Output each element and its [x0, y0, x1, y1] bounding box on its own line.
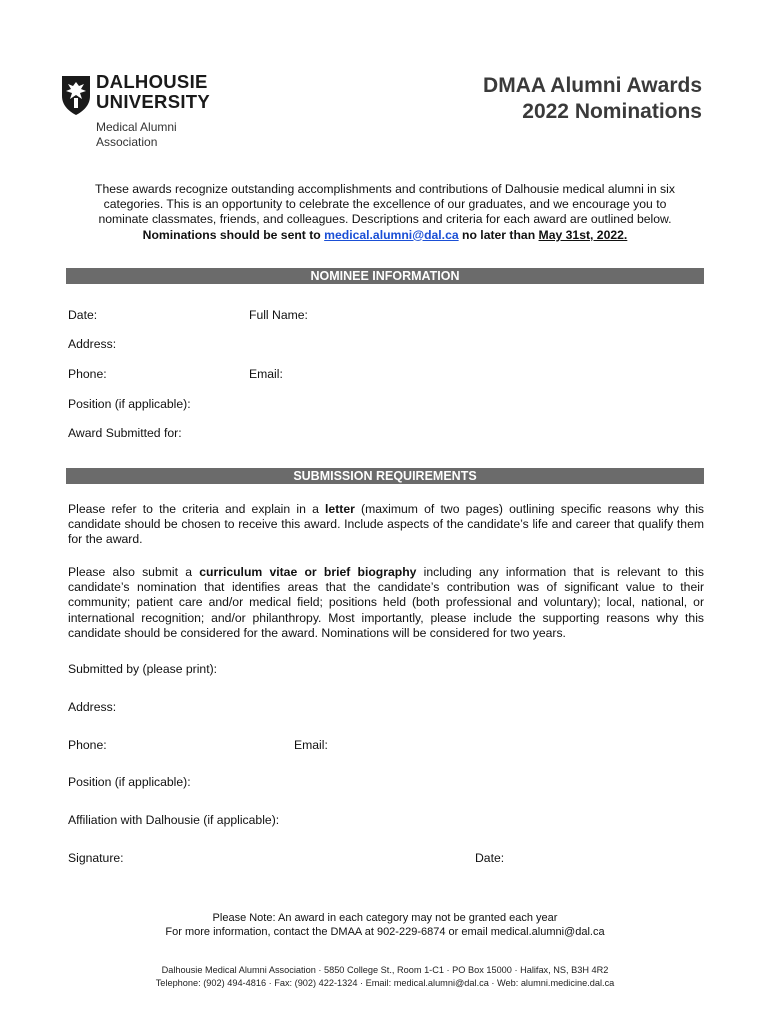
dalhousie-logo: [60, 72, 240, 152]
logo-line-1: DALHOUSIE: [96, 71, 208, 92]
affiliation-label: Affiliation with Dalhousie (if applicable):: [68, 813, 280, 827]
submission-heading: SUBMISSION REQUIREMENTS: [66, 468, 704, 484]
submission-paragraph-1: [68, 502, 704, 548]
nominee-date-label: Date:: [68, 308, 98, 322]
p2-text-a: Please also submit a: [68, 565, 200, 579]
signature-label: Signature:: [68, 851, 124, 865]
nominee-fullname-label: Full Name:: [249, 308, 308, 322]
p1-text-a: Please refer to the criteria and explain in a: [68, 502, 326, 516]
submitter-address-label: Address:: [68, 700, 117, 714]
title-line-2: 2022 Nominations: [522, 100, 702, 123]
nominee-heading: NOMINEE INFORMATION: [66, 268, 704, 284]
nominee-address-label: Address:: [68, 337, 117, 351]
p2-text-b: including any information that is relevant to this candidate’s nomination that identifies areas that the candidate’s contribution was of significant value to their community; patient care and/or medical field; positions held (both professional and voluntary); local, national, or international recognition; and/or philanthropy. Most importantly, please include the supporting reasons why this candidate should be considered for the award. Nominations will be considered for two years.: [68, 565, 704, 640]
email-link[interactable]: medical.alumni@dal.ca: [324, 227, 459, 242]
assoc-line-1: Medical Alumni: [96, 120, 177, 134]
note-line-1: Please Note: An award in each category may not be granted each year: [212, 912, 558, 924]
intro-paragraph: [78, 182, 692, 243]
assoc-line-2: Association: [96, 135, 158, 149]
nominee-email-label: Email:: [249, 367, 283, 381]
intro-text: These awards recognize outstanding accomplishments and contributions of Dalhousie medical alumni in six categories. This is an opportunity to celebrate the excellence of our graduates, and we encourage you to nominate classmates, friends, and colleagues. Descriptions and criteria for each award are outlined below.: [95, 182, 675, 227]
submitted-by-label: Submitted by (please print):: [68, 662, 218, 676]
footer-line-2: Telephone: (902) 494-4816 · Fax: (902) 422-1324 · Email: medical.alumni@dal.ca · Web: alumni.medicine.dal.ca: [155, 977, 615, 988]
p1-bold: letter: [325, 502, 355, 516]
submission-paragraph-2: [68, 565, 704, 641]
page-title: [483, 73, 702, 125]
deadline: May 31st, 2022.: [538, 227, 628, 242]
sent-prefix: Nominations should be sent to: [142, 227, 325, 242]
title-line-1: DMAA Alumni Awards: [483, 74, 702, 97]
signature-date-label: Date:: [475, 851, 505, 865]
note-line-2: For more information, contact the DMAA at 902-229-6874 or email medical.alumni@dal.ca: [165, 926, 605, 938]
p2-bold: curriculum vitae or brief biography: [199, 565, 417, 579]
footer: [0, 964, 770, 989]
submitter-position-label: Position (if applicable):: [68, 775, 191, 789]
sent-middle: no later than: [458, 227, 539, 242]
nominee-phone-label: Phone:: [68, 367, 107, 381]
submitter-email-label: Email:: [294, 738, 328, 752]
note: [0, 911, 770, 939]
nominee-position-label: Position (if applicable):: [68, 397, 191, 411]
footer-line-1: Dalhousie Medical Alumni Association · 5850 College St., Room 1-C1 · PO Box 15000 · Halifax, NS, B3H 4R2: [161, 965, 609, 975]
p1-text-b: (maximum of two pages) outlining specific reasons why this candidate should be chosen to receive this award. Include aspects of the candidate’s life and career that qualify them for the award.: [68, 502, 704, 547]
sent-line: [143, 228, 628, 242]
submitter-phone-label: Phone:: [68, 738, 107, 752]
crest-icon: [60, 74, 92, 116]
nominee-award-label: Award Submitted for:: [68, 426, 182, 440]
logo-line-2: UNIVERSITY: [96, 91, 211, 112]
